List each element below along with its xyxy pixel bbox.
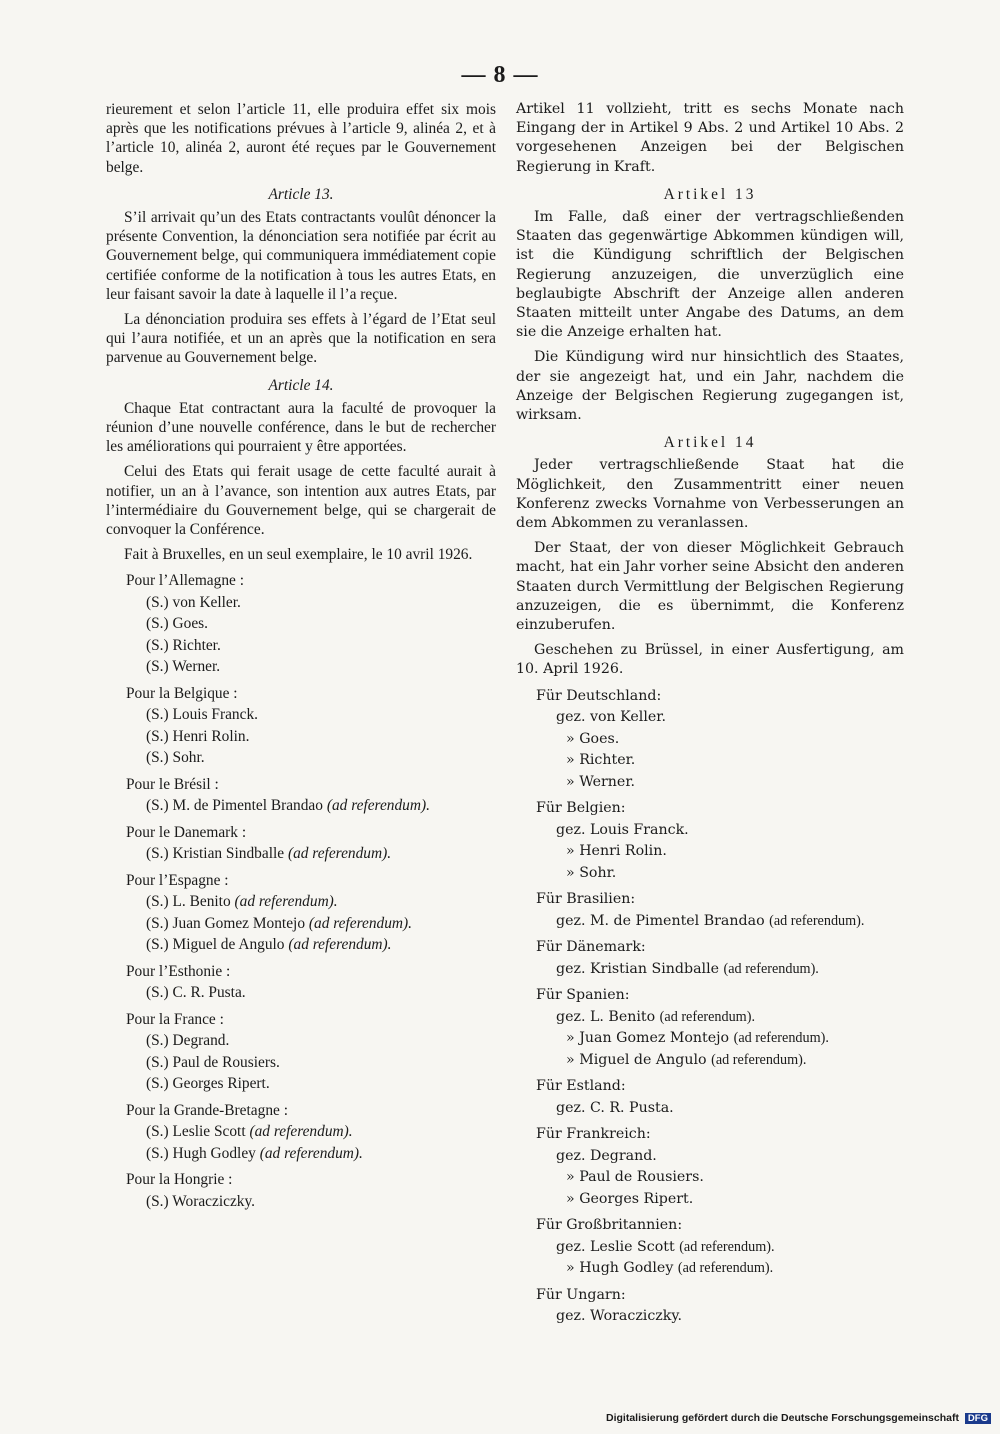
signatory-name: (S.) Miguel de Angulo [146,936,285,954]
ad-referendum-note: (ad referendum). [733,1030,829,1047]
signatory-row [106,982,496,1004]
signatory-row [106,747,496,769]
signatory-name: (S.) M. de Pimentel Brandao [146,797,323,815]
german-continuation-paragraph: Artikel 11 vollzieht, tritt es sechs Monate nach Eingang der in Artikel 9 Abs. 2 und Artikel 10 Abs. 2 vorgesehenen Anzeigen bei der Belgischen Regierung in Kraft. [516,101,904,175]
ad-referendum-note: (ad referendum). [677,1260,774,1277]
signatory-name: » Werner. [566,773,636,790]
dfg-logo: DFG [965,1413,991,1424]
french-article-13-paragraph: La dénonciation produira ses effets à l’égard de l’Etat seul qui l’aura notifiée, et un an après que la notification en sera parvenue au Gouvernement belge. [106,311,496,367]
signatory-name: » Miguel de Angulo [566,1051,707,1068]
ad-referendum-note: (ad referendum). [288,936,392,954]
signatory-row [516,841,904,863]
signatory-row [516,1050,904,1072]
signatory-row [516,1028,904,1050]
ad-referendum-note: (ad referendum). [308,914,413,932]
signatory-row [106,891,496,913]
signatory-row [516,772,904,794]
signatory-row [516,729,904,751]
signatory-row [516,750,904,772]
signatory-name: (S.) Leslie Scott [146,1123,246,1141]
signatory-row [516,1258,904,1280]
ad-referendum-note: (ad referendum). [326,797,430,815]
signatory-row [106,1191,496,1213]
signatory-row [516,1007,904,1029]
german-signatories [516,686,904,1328]
french-continuation-paragraph: rieurement et selon l’article 11, elle produira effet six mois après que les notifications prévues à l’article 9, alinéa 2, et à l’article 10, alinéa 2, auront été reçues par le Gouvernement belge. [106,101,496,176]
ad-referendum-note: (ad referendum). [679,1238,775,1255]
signatory-name: » Hugh Godley [566,1260,674,1277]
german-article-14-heading: Artikel 14 [663,434,757,452]
signatory-row [106,795,496,817]
signatory-row [106,1073,496,1095]
signatory-row [106,1030,496,1052]
signatory-row [106,704,496,726]
signatory-row [516,1306,904,1328]
french-article-13-heading: Article 13. [268,185,334,203]
ad-referendum-note: (ad referendum). [711,1051,807,1068]
signatory-row [516,707,904,729]
signatory-name: (S.) Hugh Godley [146,1144,256,1162]
signatory-row [516,863,904,885]
signatory-name: (S.) C. R. Pusta. [146,984,246,1002]
signatory-country: Pour l’Espagne : [126,871,229,889]
german-article-13-paragraph: Die Kündigung wird nur hinsichtlich des Staates, der sie angezeigt hat, und ein Jahr, nachdem die Anzeige der Belgischen Regierung zugegangen ist, wirksam. [516,349,904,424]
signatory-country: Pour l’Esthonie : [126,962,231,980]
signatory-name: » Paul de Rousiers. [566,1169,704,1186]
signatory-name: (S.) L. Benito [146,893,231,911]
signatory-row [106,1121,496,1143]
signatory-name: (S.) Juan Gomez Montejo [146,914,306,932]
signatory-country: Für Spanien: [536,987,630,1004]
signatory-country: Für Ungarn: [536,1286,626,1303]
signatory-row [106,635,496,657]
signatory-row [106,934,496,956]
signatory-country: Für Großbritannien: [536,1217,683,1234]
signatory-name: gez. Kristian Sindballe [556,960,720,977]
signatory-country: Für Dänemark: [536,939,646,956]
signatory-row [516,1167,904,1189]
signatory-name: (S.) Degrand. [146,1032,230,1050]
signatory-row [516,1237,904,1259]
signatory-name: gez. L. Benito [556,1008,656,1025]
signatory-row [516,820,904,842]
signatory-name: gez. von Keller. [556,709,666,726]
signatory-row [106,726,496,748]
signatory-name: » Georges Ripert. [566,1190,694,1207]
french-article-13-paragraph: S’il arrivait qu’un des Etats contractants voulût dénoncer la présente Convention, la dénonciation sera notifiée par écrit au Gouvernement belge, qui communiquera immédiatement copie certifiée conforme de la notification à tous les autres Etats, en leur faisant savoir la date à laquelle il l’a reçue. [106,209,496,303]
signatory-name: (S.) Kristian Sindballe [146,845,285,863]
signatory-row [516,1098,904,1120]
signatory-name: gez. Degrand. [556,1147,657,1164]
ad-referendum-note: (ad referendum). [723,960,819,977]
german-signing-place-date: Geschehen zu Brüssel, in einer Ausfertigung, am 10. April 1926. [516,642,904,678]
signatory-name: gez. Leslie Scott [556,1238,675,1255]
ad-referendum-note: (ad referendum). [234,893,338,911]
french-article-14-paragraph: Celui des Etats qui ferait usage de cette faculté aurait à notifier, un an à l’avance, son intention aux autres Etats, par l’intermédiaire du Gouvernement belge, qui se chargerait de convoquer la Conférence. [106,463,496,539]
signatory-row [106,843,496,865]
signatory-country: Für Deutschland: [536,687,662,704]
signatory-country: Für Brasilien: [536,891,636,908]
signatory-name: (S.) Goes. [146,615,208,633]
signatory-country: Pour le Danemark : [126,823,247,841]
signatory-row [106,656,496,678]
signatory-row [516,959,904,981]
french-signing-place-date: Fait à Bruxelles, en un seul exemplaire, le 10 avril 1926. [124,546,473,564]
signatory-row [106,1143,496,1165]
signatory-name: » Richter. [566,752,636,769]
signatory-country: Pour la France : [126,1010,224,1028]
signatory-country: Für Belgien: [536,800,626,817]
signatory-name: (S.) Werner. [146,658,221,676]
french-article-14-heading: Article 14. [268,376,334,394]
signatory-country: Pour la Grande-Bretagne : [126,1101,288,1119]
signatory-country: Für Estland: [536,1078,626,1095]
signatory-name: gez. C. R. Pusta. [556,1099,674,1116]
signatory-row [106,1052,496,1074]
signatory-name: (S.) Richter. [146,636,221,654]
signatory-name: (S.) Woracziczky. [146,1192,256,1210]
signatory-row [106,913,496,935]
signatory-name: gez. Louis Franck. [556,821,689,838]
signatory-name: » Juan Gomez Montejo [566,1030,730,1047]
signatory-name: (S.) Louis Franck. [146,706,258,724]
french-article-14-paragraph: Chaque Etat contractant aura la faculté de provoquer la réunion d’une nouvelle conférence, dans le but de rechercher les améliorations qui pourraient y être apportées. [106,399,496,456]
signatory-row [106,613,496,635]
signatory-country: Pour le Brésil : [126,775,219,793]
footer-credit-text: Digitalisierung gefördert durch die Deutsche Forschungsgemeinschaft [606,1412,959,1424]
signatory-name: (S.) Sohr. [146,749,205,767]
signatory-row [106,592,496,614]
signatory-name: » Sohr. [566,864,617,881]
signatory-country: Für Frankreich: [536,1126,651,1143]
signatory-row [516,1189,904,1211]
ad-referendum-note: (ad referendum). [249,1123,353,1141]
signatory-name: gez. Woracziczky. [556,1308,682,1325]
german-article-13-heading: Artikel 13 [663,185,757,203]
ad-referendum-note: (ad referendum). [659,1008,755,1025]
signatory-row [516,1146,904,1168]
signatory-name: (S.) von Keller. [146,593,241,611]
signatory-name: gez. M. de Pimentel Brandao [556,912,765,929]
french-column [106,100,496,1212]
german-article-14-paragraph: Der Staat, der von dieser Möglichkeit Gebrauch macht, hat ein Jahr vorher seine Absicht den anderen Staaten durch Vermittlung der Belgischen Regierung anzuzeigen, die es übernimmt, die Konferenz einzuberufen. [516,540,904,634]
ad-referendum-note: (ad referendum). [769,912,865,929]
german-column [516,100,904,1328]
french-signatories [106,570,496,1212]
signatory-name: (S.) Henri Rolin. [146,727,250,745]
german-article-13-paragraph: Im Falle, daß einer der vertragschließenden Staaten das gegenwärtige Abkommen kündigen will, ist die Kündigung schriftlich der Belgischen Regierung anzuzeigen, die unverzüglich eine beglaubigte Abschrift der Anzeige allen anderen Staaten mitteilt unter Angabe des Datums, an dem sie die Anzeige erhalten hat. [516,209,904,341]
signatory-name: » Goes. [566,730,620,747]
page-number: — 8 — [461,62,539,88]
german-article-14-paragraph: Jeder vertragschließende Staat hat die Möglichkeit, den Zusammentritt einer neuen Konferenz zwecks Vornahme von Verbesserungen an dem Abkommen zu veranlassen. [516,457,904,532]
signatory-name: (S.) Paul de Rousiers. [146,1053,280,1071]
footer-credit [606,1412,991,1424]
signatory-country: Pour la Belgique : [126,684,238,702]
signatory-name: (S.) Georges Ripert. [146,1075,270,1093]
signatory-row [516,911,904,933]
signatory-name: » Henri Rolin. [566,843,667,860]
signatory-country: Pour l’Allemagne : [126,572,244,590]
ad-referendum-note: (ad referendum). [287,845,392,863]
signatory-country: Pour la Hongrie : [126,1171,233,1189]
ad-referendum-note: (ad referendum). [259,1144,363,1162]
